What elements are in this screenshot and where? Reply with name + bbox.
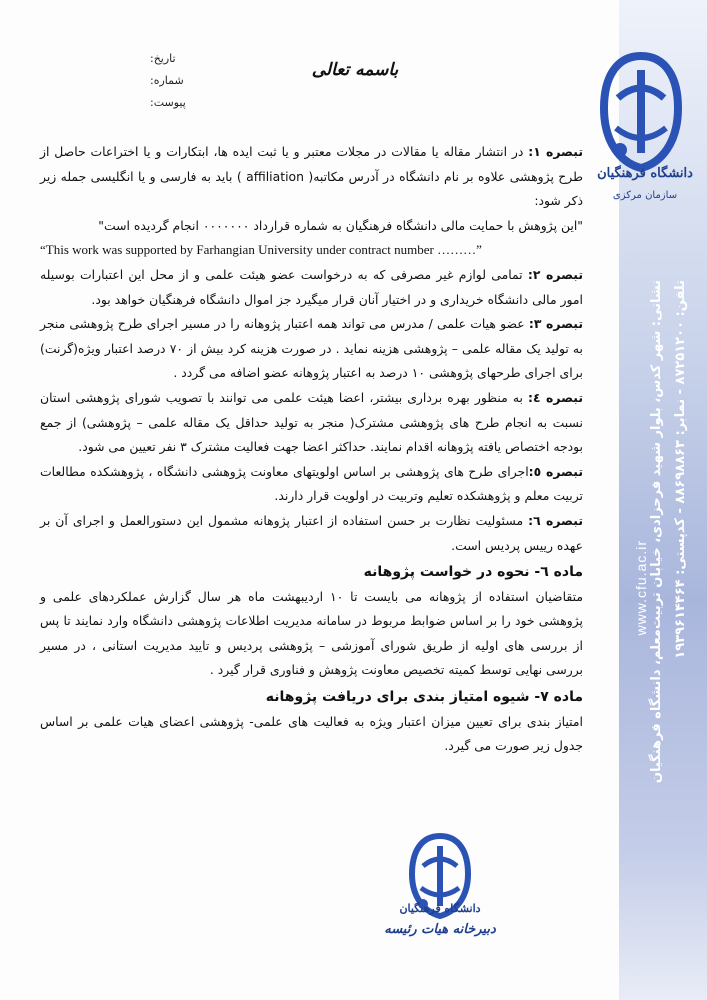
paragraph-text: اجرای طرح های پژوهشی بر اساس اولویتهای معاونت پژوهشی دانشگاه ، پژوهشکده مطالعات تربیت معلم و پژوهشکده تعلیم وتربیت در اولویت قرار دارند. [40, 463, 583, 504]
note-label: تبصره ۱: [528, 144, 583, 159]
paragraph [40, 140, 583, 214]
stamp-name: دانشگاه فرهنگیان [399, 902, 481, 915]
paragraph [40, 585, 583, 683]
note-label: تبصره ٥: [528, 463, 583, 479]
paragraph-text: مسئولیت نظارت بر حسن استفاده از اعتبار پژوهانه مشمول این دستورالعمل و اجرای آن بر عهده رییس پردیس است. [40, 512, 583, 553]
paragraph-text: امتیاز بندی برای تعیین میزان اعتبار ویژه به فعالیت های علمی- پژوهشی اعضای هیات علمی بر اساس جدول زیر صورت می گیرد. [40, 713, 583, 754]
website-text: www.cfu.ac.ir [633, 540, 649, 636]
address-text: نشانی: شهر کدس، بلوار شهید فرحزادی، خیابان تربیت‌معلم، دانشگاه فرهنگیان [649, 280, 664, 784]
address-strip [649, 280, 669, 980]
paragraph-text: "این پژوهش با حمایت مالی دانشگاه فرهنگیان به شماره قرارداد ۰۰۰۰۰۰۰ انجام گردیده است" [98, 217, 583, 233]
section-heading [40, 685, 583, 710]
phone-text: تلفن: ۸۷۲۵۱۲۰۰ - نمابر: ۸۸۶۹۸۸۶۳ - کدپستی: ۱۹۳۹۶۱۴۴۶۴ [673, 280, 688, 659]
paragraph [40, 386, 583, 460]
note-label: تبصره ۲: [527, 266, 583, 282]
paragraph [40, 214, 583, 239]
note-label: تبصره ۳: [528, 316, 583, 332]
attachment-label: پیوست: [150, 96, 186, 109]
date-label: تاریخ: [150, 52, 176, 65]
paragraph-text: تمامی لوازم غیر مصرفی که به درخواست عضو هیئت علمی و از محل این اعتبارات بوسیله امور مالی دانشگاه خریداری و در اختیار آنان قرار میگیرد جز اموال دانشگاه فرهنگیان خواهد بود. [40, 266, 583, 307]
paragraph [40, 263, 583, 312]
logo-sub: سازمان مرکزی [612, 190, 678, 201]
paragraph [40, 509, 583, 558]
paragraph-text: “This work was supported by Farhangian University under contract number ………” [40, 242, 482, 258]
paragraph-text: عضو هیات علمی / مدرس می تواند همه اعتبار پژوهانه را در مسیر اجرای طرح پژوهشی منجر به تولید یک مقاله علمی – پژوهشی هزینه نماید . در صورت هزینه کرد بیش از ۷۰ درصد اعتبار ویژه(گرنت) برای اجرای طرحهای پژوهشی ۱۰ درصد به اعتبار پژوهانه عضو اضافه می گردد . [40, 316, 583, 381]
paragraph-text: ماده ۷- شیوه امتیاز بندی برای دریافت پژوهانه [265, 689, 583, 706]
paragraph-text: در انتشار مقاله یا مقالات در مجلات معتبر و یا ثبت ایده ها، ابتکارات و یا اختراعات حاصل از طرح پژوهشی علاوه بر نام دانشگاه در آدرس مکاتبه( affiliation ) باید به فارسی و یا انگلیسی جمله زیر ذکر شود: [40, 144, 583, 209]
bismillah-heading: باسمه تعالی [311, 60, 399, 80]
paragraph-text: به منظور بهره برداری بیشتر، اعضا هیئت علمی می توانند با تصویب شورای پژوهشی استان نسبت به انجام طرح های پژوهشی مشترک( منجر به تولید حداقل یک مقاله علمی – پژوهشی) از جمع بودجه اختصاص یافته پژوهانه اقدام نمایند. حداکثر اعضا جهت فعالیت مشترک ۳ نفر تعیین می شود. [40, 389, 583, 455]
note-label: تبصره ٤: [528, 389, 583, 405]
note-label: تبصره ٦: [528, 512, 583, 528]
university-logo-icon [596, 48, 686, 228]
number-label: شماره: [150, 74, 184, 87]
paragraph [40, 460, 583, 509]
paragraph [40, 710, 583, 759]
paragraph [40, 238, 583, 263]
phone-strip [673, 280, 693, 760]
section-heading [40, 560, 583, 585]
logo-name: دانشگاه فرهنگیان [597, 166, 693, 181]
paragraph [40, 312, 583, 386]
stamp-office: دبیرخانه هیات رئیسه [384, 922, 496, 937]
document-body [40, 140, 583, 759]
paragraph-text: ماده ٦- نحوه در خواست پژوهانه [363, 564, 583, 581]
paragraph-text: متقاضیان استفاده از پژوهانه می بایست تا ۱۰ اردیبهشت ماه هر سال گزارش عملکردهای علمی و پژوهشی خود را بر اساس ضوابط مربوط در سامانه مدیریت اطلاعات پژوهشی دانشگاه وارد نمایند تا پس از بررسی های اولیه از طریق شورای آموزشی – پژوهشی پردیس و تایید مدیریت استانی ، در مسیر بررسی نهایی توسط کمیته تخصیص معاونت پژوهش و فناوری قرار گیرد . [40, 588, 583, 678]
